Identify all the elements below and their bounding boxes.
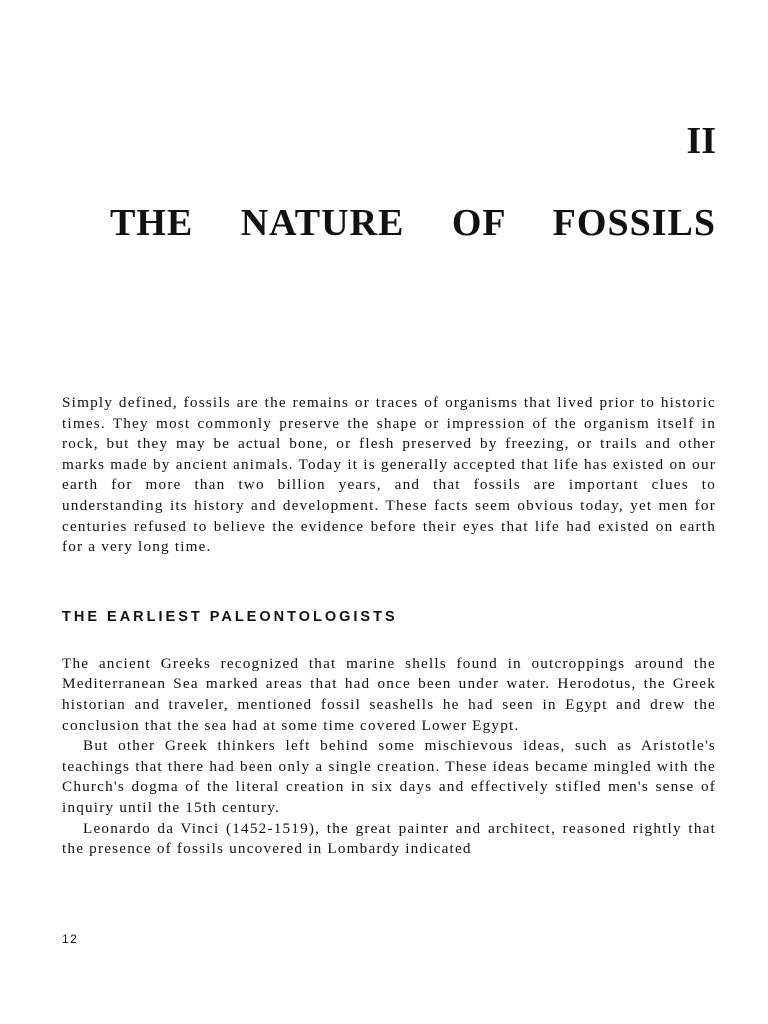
chapter-number: II [686,120,716,162]
chapter-title: THE NATURE OF FOSSILS [110,202,716,244]
section-heading: THE EARLIEST PALEONTOLOGISTS [62,608,398,625]
section-paragraph-2: But other Greek thinkers left behind some mischievous ideas, such as Aristotle's teachings that there had been only a single creation. These ideas became mingled with the Church's dogma of the literal creation in six days and effectively stifled men's sense of inquiry until the 15th century. [62,737,716,816]
section-paragraph-1: The ancient Greeks recognized that marine shells found in outcroppings around the Mediterranean Sea marked areas that had once been under water. Herodotus, the Greek historian and traveler, mentioned fossil seashells he had seen in Egypt and drew the conclusion that the sea had at some time covered Lower Egypt. [62,654,716,734]
intro-paragraph: Simply defined, fossils are the remains or traces of organisms that lived prior to historic times. They most commonly preserve the shape or impression of the organism itself in rock, but they may be actual bone, or flesh preserved by freezing, or trails and other marks made by ancient animals. Today it is generally accepted that life has existed on our earth for more than two billion years, and that fossils are important clues to understanding its history and development. These facts seem obvious today, yet men for centuries refused to believe the evidence before their eyes that life had existed on earth for a very long time. [62,394,716,556]
page-number: 12 [62,932,79,946]
page-body [62,393,716,860]
section-paragraph-3: Leonardo da Vinci (1452-1519), the great painter and architect, reasoned rightly that the presence of fossils uncovered in Lombardy indicated [62,819,716,858]
